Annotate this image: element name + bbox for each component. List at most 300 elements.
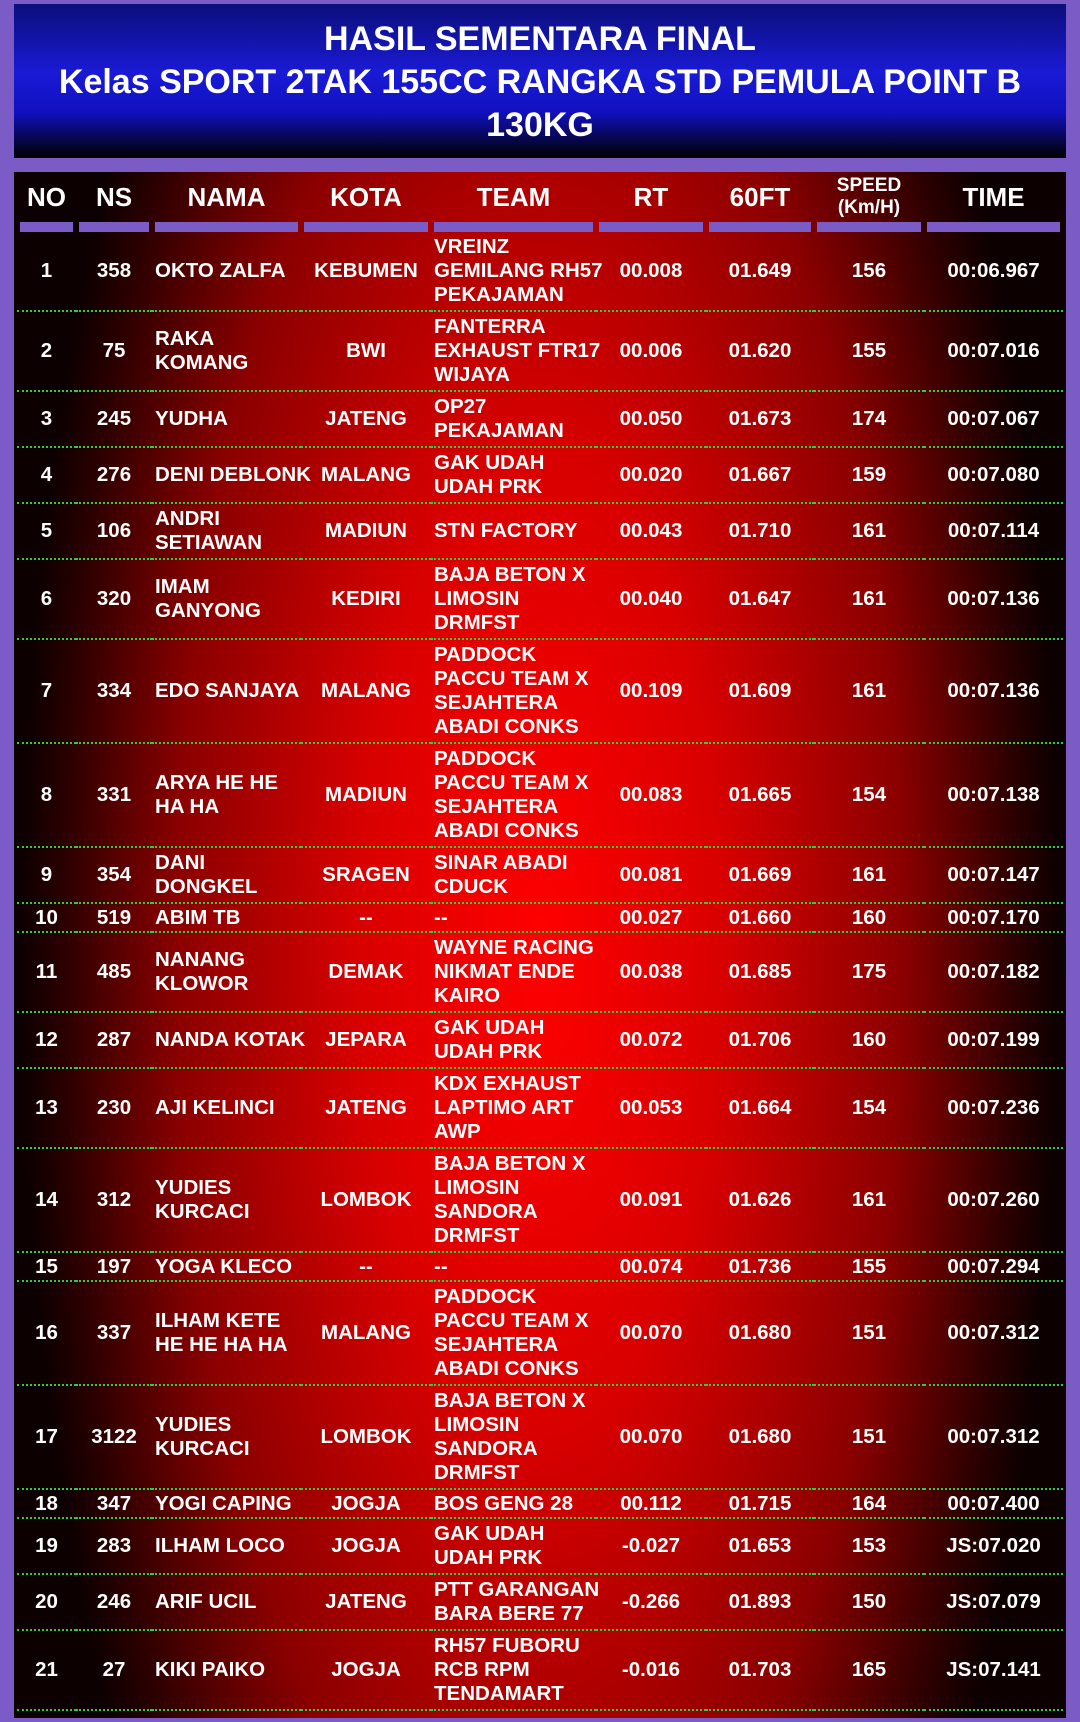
cell-team-line: PEKAJAMAN bbox=[434, 283, 564, 306]
cell-team bbox=[431, 848, 596, 904]
cell-team-line: -- bbox=[434, 905, 448, 929]
table-row bbox=[17, 904, 1063, 933]
header-class: Kelas SPORT 2TAK 155CC RANGKA STD PEMULA POINT B bbox=[58, 63, 1022, 101]
cell-team-line: ABADI CONKS bbox=[434, 715, 579, 738]
cell-ns: 347 bbox=[76, 1490, 152, 1519]
cell-team bbox=[431, 1631, 596, 1711]
header-title: HASIL SEMENTARA FINAL bbox=[324, 20, 756, 58]
cell-rt: -0.016 bbox=[596, 1631, 706, 1711]
cell-kota: KEDIRI bbox=[301, 560, 431, 640]
cell-speed: 161 bbox=[814, 1149, 924, 1253]
table-row bbox=[17, 933, 1063, 1013]
cell-ns: 358 bbox=[76, 232, 152, 312]
cell-nama bbox=[152, 1631, 301, 1711]
cell-ns: 27 bbox=[76, 1631, 152, 1711]
cell-60ft: 01.609 bbox=[706, 640, 814, 744]
cell-nama-line: KURCACI bbox=[155, 1200, 250, 1223]
cell-ns: 246 bbox=[76, 1575, 152, 1631]
col-rt: RT bbox=[596, 172, 706, 232]
cell-speed: 154 bbox=[814, 744, 924, 848]
cell-kota: DEMAK bbox=[301, 933, 431, 1013]
cell-team-line: WIJAYA bbox=[434, 363, 510, 386]
cell-team-line: BAJA BETON X bbox=[434, 1152, 586, 1175]
cell-team-line: GAK UDAH bbox=[434, 451, 545, 474]
cell-time: 00:07.199 bbox=[924, 1013, 1063, 1069]
cell-rt: -0.266 bbox=[596, 1575, 706, 1631]
cell-time: 00:07.138 bbox=[924, 744, 1063, 848]
cell-kota: MALANG bbox=[301, 640, 431, 744]
cell-60ft: 01.669 bbox=[706, 848, 814, 904]
cell-rt: 00.109 bbox=[596, 640, 706, 744]
cell-team-line: KAIRO bbox=[434, 984, 501, 1007]
cell-60ft: 01.664 bbox=[706, 1069, 814, 1149]
cell-no: 8 bbox=[17, 744, 76, 848]
cell-team bbox=[431, 904, 596, 933]
cell-kota: JATENG bbox=[301, 392, 431, 448]
cell-speed: 160 bbox=[814, 904, 924, 933]
table-row bbox=[17, 744, 1063, 848]
cell-rt: 00.070 bbox=[596, 1386, 706, 1490]
cell-ns: 519 bbox=[76, 904, 152, 933]
results-board bbox=[14, 172, 1066, 1718]
cell-team bbox=[431, 1253, 596, 1282]
cell-ns: 312 bbox=[76, 1149, 152, 1253]
cell-nama-line: KURCACI bbox=[155, 1437, 250, 1460]
cell-team bbox=[431, 1490, 596, 1519]
cell-team bbox=[431, 392, 596, 448]
table-row bbox=[17, 560, 1063, 640]
cell-60ft: 01.680 bbox=[706, 1386, 814, 1490]
cell-kota: LOMBOK bbox=[301, 1149, 431, 1253]
table-row bbox=[17, 1069, 1063, 1149]
cell-team bbox=[431, 1519, 596, 1575]
cell-speed: 160 bbox=[814, 1013, 924, 1069]
cell-rt: 00.020 bbox=[596, 448, 706, 504]
cell-nama-line: NANDA KOTAK bbox=[155, 1028, 306, 1051]
cell-team-line: PTT GARANGAN bbox=[434, 1578, 600, 1601]
cell-ns: 3122 bbox=[76, 1386, 152, 1490]
cell-nama-line: ILHAM KETE bbox=[155, 1309, 281, 1332]
cell-time: 00:07.182 bbox=[924, 933, 1063, 1013]
cell-team bbox=[431, 744, 596, 848]
cell-nama bbox=[152, 1253, 301, 1282]
cell-team-line: LIMOSIN bbox=[434, 587, 520, 610]
cell-nama bbox=[152, 1282, 301, 1386]
cell-team-line: VREINZ bbox=[434, 235, 510, 258]
table-row bbox=[17, 1490, 1063, 1519]
cell-nama bbox=[152, 933, 301, 1013]
cell-60ft: 01.665 bbox=[706, 744, 814, 848]
cell-no: 12 bbox=[17, 1013, 76, 1069]
cell-60ft: 01.647 bbox=[706, 560, 814, 640]
cell-team-line: KDX EXHAUST bbox=[434, 1072, 581, 1095]
cell-time: 00:07.294 bbox=[924, 1253, 1063, 1282]
cell-team-line: BAJA BETON X bbox=[434, 563, 586, 586]
cell-no: 2 bbox=[17, 312, 76, 392]
cell-rt: 00.112 bbox=[596, 1490, 706, 1519]
cell-speed: 159 bbox=[814, 448, 924, 504]
cell-team-line: BARA BERE 77 bbox=[434, 1602, 584, 1625]
cell-speed: 165 bbox=[814, 1631, 924, 1711]
cell-rt: -0.027 bbox=[596, 1519, 706, 1575]
cell-nama-line: KIKI PAIKO bbox=[155, 1658, 266, 1681]
cell-time: 00:07.067 bbox=[924, 392, 1063, 448]
cell-nama-line: KLOWOR bbox=[155, 972, 249, 995]
cell-time: 00:07.136 bbox=[924, 560, 1063, 640]
cell-60ft: 01.680 bbox=[706, 1282, 814, 1386]
cell-no: 9 bbox=[17, 848, 76, 904]
cell-team-line: SANDORA bbox=[434, 1437, 538, 1460]
cell-time: 00:06.967 bbox=[924, 232, 1063, 312]
cell-nama-line: AJI KELINCI bbox=[155, 1096, 275, 1119]
cell-60ft: 01.710 bbox=[706, 504, 814, 560]
cell-no: 18 bbox=[17, 1490, 76, 1519]
table-row bbox=[17, 448, 1063, 504]
cell-team-line: LAPTIMO ART bbox=[434, 1096, 574, 1119]
cell-speed: 156 bbox=[814, 232, 924, 312]
cell-team-line: DRMFST bbox=[434, 1224, 520, 1247]
cell-team-line: ABADI CONKS bbox=[434, 819, 579, 842]
cell-kota: BWI bbox=[301, 312, 431, 392]
cell-time: JS:07.079 bbox=[924, 1575, 1063, 1631]
cell-team-line: PACCU TEAM X bbox=[434, 667, 589, 690]
results-frame bbox=[12, 4, 1068, 1718]
cell-team-line: SEJAHTERA bbox=[434, 691, 559, 714]
cell-60ft: 01.715 bbox=[706, 1490, 814, 1519]
cell-60ft: 01.706 bbox=[706, 1013, 814, 1069]
cell-nama bbox=[152, 848, 301, 904]
cell-kota: JOGJA bbox=[301, 1519, 431, 1575]
cell-nama-line: EDO SANJAYA bbox=[155, 679, 300, 702]
cell-ns: 245 bbox=[76, 392, 152, 448]
cell-speed: 155 bbox=[814, 1253, 924, 1282]
cell-time: 00:07.170 bbox=[924, 904, 1063, 933]
cell-rt: 00.053 bbox=[596, 1069, 706, 1149]
cell-speed: 164 bbox=[814, 1490, 924, 1519]
cell-kota: JEPARA bbox=[301, 1013, 431, 1069]
cell-nama-line: OKTO ZALFA bbox=[155, 259, 286, 282]
cell-no: 13 bbox=[17, 1069, 76, 1149]
table-row bbox=[17, 1575, 1063, 1631]
cell-kota: -- bbox=[301, 1253, 431, 1282]
cell-rt: 00.091 bbox=[596, 1149, 706, 1253]
table-row bbox=[17, 1253, 1063, 1282]
cell-speed: 154 bbox=[814, 1069, 924, 1149]
cell-ns: 334 bbox=[76, 640, 152, 744]
cell-no: 16 bbox=[17, 1282, 76, 1386]
cell-60ft: 01.736 bbox=[706, 1253, 814, 1282]
cell-60ft: 01.620 bbox=[706, 312, 814, 392]
table-row bbox=[17, 640, 1063, 744]
cell-team bbox=[431, 1386, 596, 1490]
cell-team-line: UDAH PRK bbox=[434, 1040, 543, 1063]
cell-team-line: TENDAMART bbox=[434, 1682, 564, 1705]
cell-rt: 00.074 bbox=[596, 1253, 706, 1282]
cell-kota: SRAGEN bbox=[301, 848, 431, 904]
table-row bbox=[17, 1386, 1063, 1490]
cell-nama-line: ILHAM LOCO bbox=[155, 1534, 285, 1557]
cell-team-line: WAYNE RACING bbox=[434, 936, 594, 959]
cell-ns: 287 bbox=[76, 1013, 152, 1069]
cell-team-line: SEJAHTERA bbox=[434, 1333, 559, 1356]
cell-time: JS:07.141 bbox=[924, 1631, 1063, 1711]
cell-kota: JATENG bbox=[301, 1069, 431, 1149]
table-row bbox=[17, 312, 1063, 392]
table-row bbox=[17, 232, 1063, 312]
cell-nama-line: DANI bbox=[155, 851, 206, 874]
cell-time: 00:07.147 bbox=[924, 848, 1063, 904]
cell-team-line: OP27 bbox=[434, 395, 487, 418]
col-time: TIME bbox=[924, 172, 1063, 232]
cell-team-line: RH57 FUBORU bbox=[434, 1634, 580, 1657]
cell-kota: LOMBOK bbox=[301, 1386, 431, 1490]
cell-rt: 00.043 bbox=[596, 504, 706, 560]
table-row bbox=[17, 1282, 1063, 1386]
cell-nama bbox=[152, 1519, 301, 1575]
cell-team-line: SINAR ABADI bbox=[434, 851, 568, 874]
col-ns: NS bbox=[76, 172, 152, 232]
cell-kota: MALANG bbox=[301, 1282, 431, 1386]
results-table bbox=[17, 172, 1063, 1711]
cell-nama bbox=[152, 904, 301, 933]
cell-nama bbox=[152, 1149, 301, 1253]
cell-60ft: 01.653 bbox=[706, 1519, 814, 1575]
cell-team-line: CDUCK bbox=[434, 875, 509, 898]
cell-nama bbox=[152, 1490, 301, 1519]
cell-speed: 151 bbox=[814, 1282, 924, 1386]
cell-no: 6 bbox=[17, 560, 76, 640]
cell-kota: MALANG bbox=[301, 448, 431, 504]
cell-team bbox=[431, 1069, 596, 1149]
cell-nama bbox=[152, 1013, 306, 1069]
cell-team-line: LIMOSIN bbox=[434, 1413, 520, 1436]
cell-ns: 197 bbox=[76, 1253, 152, 1282]
cell-ns: 75 bbox=[76, 312, 152, 392]
cell-nama-line: YOGA KLECO bbox=[155, 1254, 293, 1278]
cell-team-line: DRMFST bbox=[434, 1461, 520, 1484]
cell-team-line: STN FACTORY bbox=[434, 519, 578, 542]
cell-nama bbox=[152, 1386, 301, 1490]
cell-team-line: GAK UDAH bbox=[434, 1522, 545, 1545]
cell-team bbox=[431, 933, 596, 1013]
cell-time: 00:07.136 bbox=[924, 640, 1063, 744]
cell-team-line: -- bbox=[434, 1254, 448, 1278]
cell-kota: -- bbox=[301, 904, 431, 933]
cell-rt: 00.008 bbox=[596, 232, 706, 312]
cell-speed: 174 bbox=[814, 392, 924, 448]
cell-nama-line: NANANG bbox=[155, 948, 245, 971]
cell-no: 3 bbox=[17, 392, 76, 448]
cell-nama-line: HA HA bbox=[155, 795, 220, 818]
cell-speed: 155 bbox=[814, 312, 924, 392]
cell-team-line: PEKAJAMAN bbox=[434, 419, 564, 442]
cell-team-line: LIMOSIN bbox=[434, 1176, 520, 1199]
cell-nama-line: GANYONG bbox=[155, 599, 261, 622]
cell-nama-line: DONGKEL bbox=[155, 875, 258, 898]
cell-speed: 161 bbox=[814, 560, 924, 640]
cell-team bbox=[431, 1575, 600, 1631]
cell-60ft: 01.703 bbox=[706, 1631, 814, 1711]
cell-team bbox=[431, 640, 596, 744]
cell-nama bbox=[152, 232, 301, 312]
cell-team bbox=[431, 1149, 596, 1253]
cell-ns: 276 bbox=[76, 448, 152, 504]
cell-no: 11 bbox=[17, 933, 76, 1013]
cell-no: 4 bbox=[17, 448, 76, 504]
cell-no: 10 bbox=[17, 904, 76, 933]
cell-ns: 485 bbox=[76, 933, 152, 1013]
col-no: NO bbox=[17, 172, 76, 232]
cell-time: 00:07.080 bbox=[924, 448, 1063, 504]
cell-team-line: RCB RPM bbox=[434, 1658, 530, 1681]
cell-ns: 230 bbox=[76, 1069, 152, 1149]
cell-speed: 161 bbox=[814, 640, 924, 744]
cell-team-line: EXHAUST FTR17 bbox=[434, 339, 601, 362]
cell-60ft: 01.673 bbox=[706, 392, 814, 448]
cell-team-line: AWP bbox=[434, 1120, 481, 1143]
cell-time: JS:07.020 bbox=[924, 1519, 1063, 1575]
cell-ns: 320 bbox=[76, 560, 152, 640]
cell-60ft: 01.685 bbox=[706, 933, 814, 1013]
cell-team-line: UDAH PRK bbox=[434, 1546, 543, 1569]
cell-60ft: 01.893 bbox=[706, 1575, 814, 1631]
cell-ns: 331 bbox=[76, 744, 152, 848]
cell-nama-line: HE HE HA HA bbox=[155, 1333, 288, 1356]
cell-nama-line: SETIAWAN bbox=[155, 531, 263, 554]
cell-rt: 00.038 bbox=[596, 933, 706, 1013]
cell-60ft: 01.667 bbox=[706, 448, 814, 504]
cell-speed: 150 bbox=[814, 1575, 924, 1631]
cell-no: 19 bbox=[17, 1519, 76, 1575]
cell-time: 00:07.260 bbox=[924, 1149, 1063, 1253]
col-nama: NAMA bbox=[152, 172, 301, 232]
cell-no: 21 bbox=[17, 1631, 76, 1711]
cell-nama-line: ARYA HE HE bbox=[155, 771, 279, 794]
cell-team-line: NIKMAT ENDE bbox=[434, 960, 575, 983]
cell-no: 14 bbox=[17, 1149, 76, 1253]
table-row bbox=[17, 1013, 1063, 1069]
cell-team-line: ABADI CONKS bbox=[434, 1357, 579, 1380]
cell-nama bbox=[152, 312, 301, 392]
table-row bbox=[17, 504, 1063, 560]
cell-team-line: GAK UDAH bbox=[434, 1016, 545, 1039]
cell-ns: 354 bbox=[76, 848, 152, 904]
cell-team bbox=[431, 448, 596, 504]
cell-team-line: PACCU TEAM X bbox=[434, 771, 589, 794]
cell-nama bbox=[152, 640, 301, 744]
cell-speed: 175 bbox=[814, 933, 924, 1013]
cell-kota: KEBUMEN bbox=[301, 232, 431, 312]
cell-no: 1 bbox=[17, 232, 76, 312]
cell-team-line: BOS GENG 28 bbox=[434, 1491, 573, 1515]
cell-time: 00:07.312 bbox=[924, 1386, 1063, 1490]
cell-nama bbox=[152, 392, 301, 448]
cell-no: 17 bbox=[17, 1386, 76, 1490]
cell-team-line: PADDOCK bbox=[434, 1285, 537, 1308]
table-row bbox=[17, 1149, 1063, 1253]
cell-speed: 161 bbox=[814, 848, 924, 904]
cell-team-line: PADDOCK bbox=[434, 747, 537, 770]
cell-nama bbox=[152, 504, 301, 560]
cell-60ft: 01.660 bbox=[706, 904, 814, 933]
table-row bbox=[17, 1519, 1063, 1575]
cell-ns: 106 bbox=[76, 504, 152, 560]
cell-nama bbox=[152, 1575, 301, 1631]
col-60ft: 60FT bbox=[706, 172, 814, 232]
cell-team bbox=[431, 1013, 596, 1069]
cell-nama-line: ANDRI bbox=[155, 507, 220, 530]
table-header-row bbox=[17, 172, 1063, 232]
cell-team-line: BAJA BETON X bbox=[434, 1389, 586, 1412]
table-row bbox=[17, 1631, 1063, 1711]
cell-team-line: PACCU TEAM X bbox=[434, 1309, 589, 1332]
cell-team-line: GEMILANG RH57 bbox=[434, 259, 603, 282]
cell-speed: 161 bbox=[814, 504, 924, 560]
cell-nama-line: DENI DEBLONK bbox=[155, 463, 312, 486]
cell-nama bbox=[152, 560, 301, 640]
cell-speed: 151 bbox=[814, 1386, 924, 1490]
cell-kota: JATENG bbox=[301, 1575, 431, 1631]
cell-ns: 337 bbox=[76, 1282, 152, 1386]
cell-no: 15 bbox=[17, 1253, 76, 1282]
cell-rt: 00.081 bbox=[596, 848, 706, 904]
header-weight: 130KG bbox=[486, 106, 594, 144]
cell-time: 00:07.236 bbox=[924, 1069, 1063, 1149]
cell-nama-line: RAKA bbox=[155, 327, 215, 350]
table-row bbox=[17, 392, 1063, 448]
cell-nama-line: KOMANG bbox=[155, 351, 249, 374]
cell-kota: JOGJA bbox=[301, 1631, 431, 1711]
cell-team bbox=[431, 232, 603, 312]
cell-nama-line: YOGI CAPING bbox=[155, 1491, 292, 1515]
cell-team bbox=[431, 560, 596, 640]
cell-team-line: DRMFST bbox=[434, 611, 520, 634]
cell-rt: 00.070 bbox=[596, 1282, 706, 1386]
col-team: TEAM bbox=[431, 172, 596, 232]
cell-ns: 283 bbox=[76, 1519, 152, 1575]
cell-team bbox=[431, 504, 596, 560]
cell-rt: 00.006 bbox=[596, 312, 706, 392]
cell-time: 00:07.400 bbox=[924, 1490, 1063, 1519]
cell-team-line: FANTERRA bbox=[434, 315, 546, 338]
cell-rt: 00.072 bbox=[596, 1013, 706, 1069]
cell-nama bbox=[152, 744, 301, 848]
cell-time: 00:07.114 bbox=[924, 504, 1063, 560]
cell-nama-line: ABIM TB bbox=[155, 905, 241, 929]
cell-nama-line: YUDHA bbox=[155, 407, 228, 430]
cell-nama bbox=[152, 1069, 301, 1149]
cell-kota: JOGJA bbox=[301, 1490, 431, 1519]
table-row bbox=[17, 848, 1063, 904]
cell-nama-line: ARIF UCIL bbox=[155, 1590, 257, 1613]
cell-speed: 153 bbox=[814, 1519, 924, 1575]
cell-rt: 00.050 bbox=[596, 392, 706, 448]
cell-no: 7 bbox=[17, 640, 76, 744]
cell-team-line: SEJAHTERA bbox=[434, 795, 559, 818]
cell-nama bbox=[152, 448, 312, 504]
cell-time: 00:07.016 bbox=[924, 312, 1063, 392]
results-header bbox=[14, 4, 1066, 158]
cell-time: 00:07.312 bbox=[924, 1282, 1063, 1386]
cell-nama-line: IMAM bbox=[155, 575, 210, 598]
cell-rt: 00.027 bbox=[596, 904, 706, 933]
cell-team-line: PADDOCK bbox=[434, 643, 537, 666]
cell-kota: MADIUN bbox=[301, 744, 431, 848]
cell-kota: MADIUN bbox=[301, 504, 431, 560]
cell-team bbox=[431, 1282, 596, 1386]
cell-team bbox=[431, 312, 601, 392]
cell-nama-line: YUDIES bbox=[155, 1413, 232, 1436]
